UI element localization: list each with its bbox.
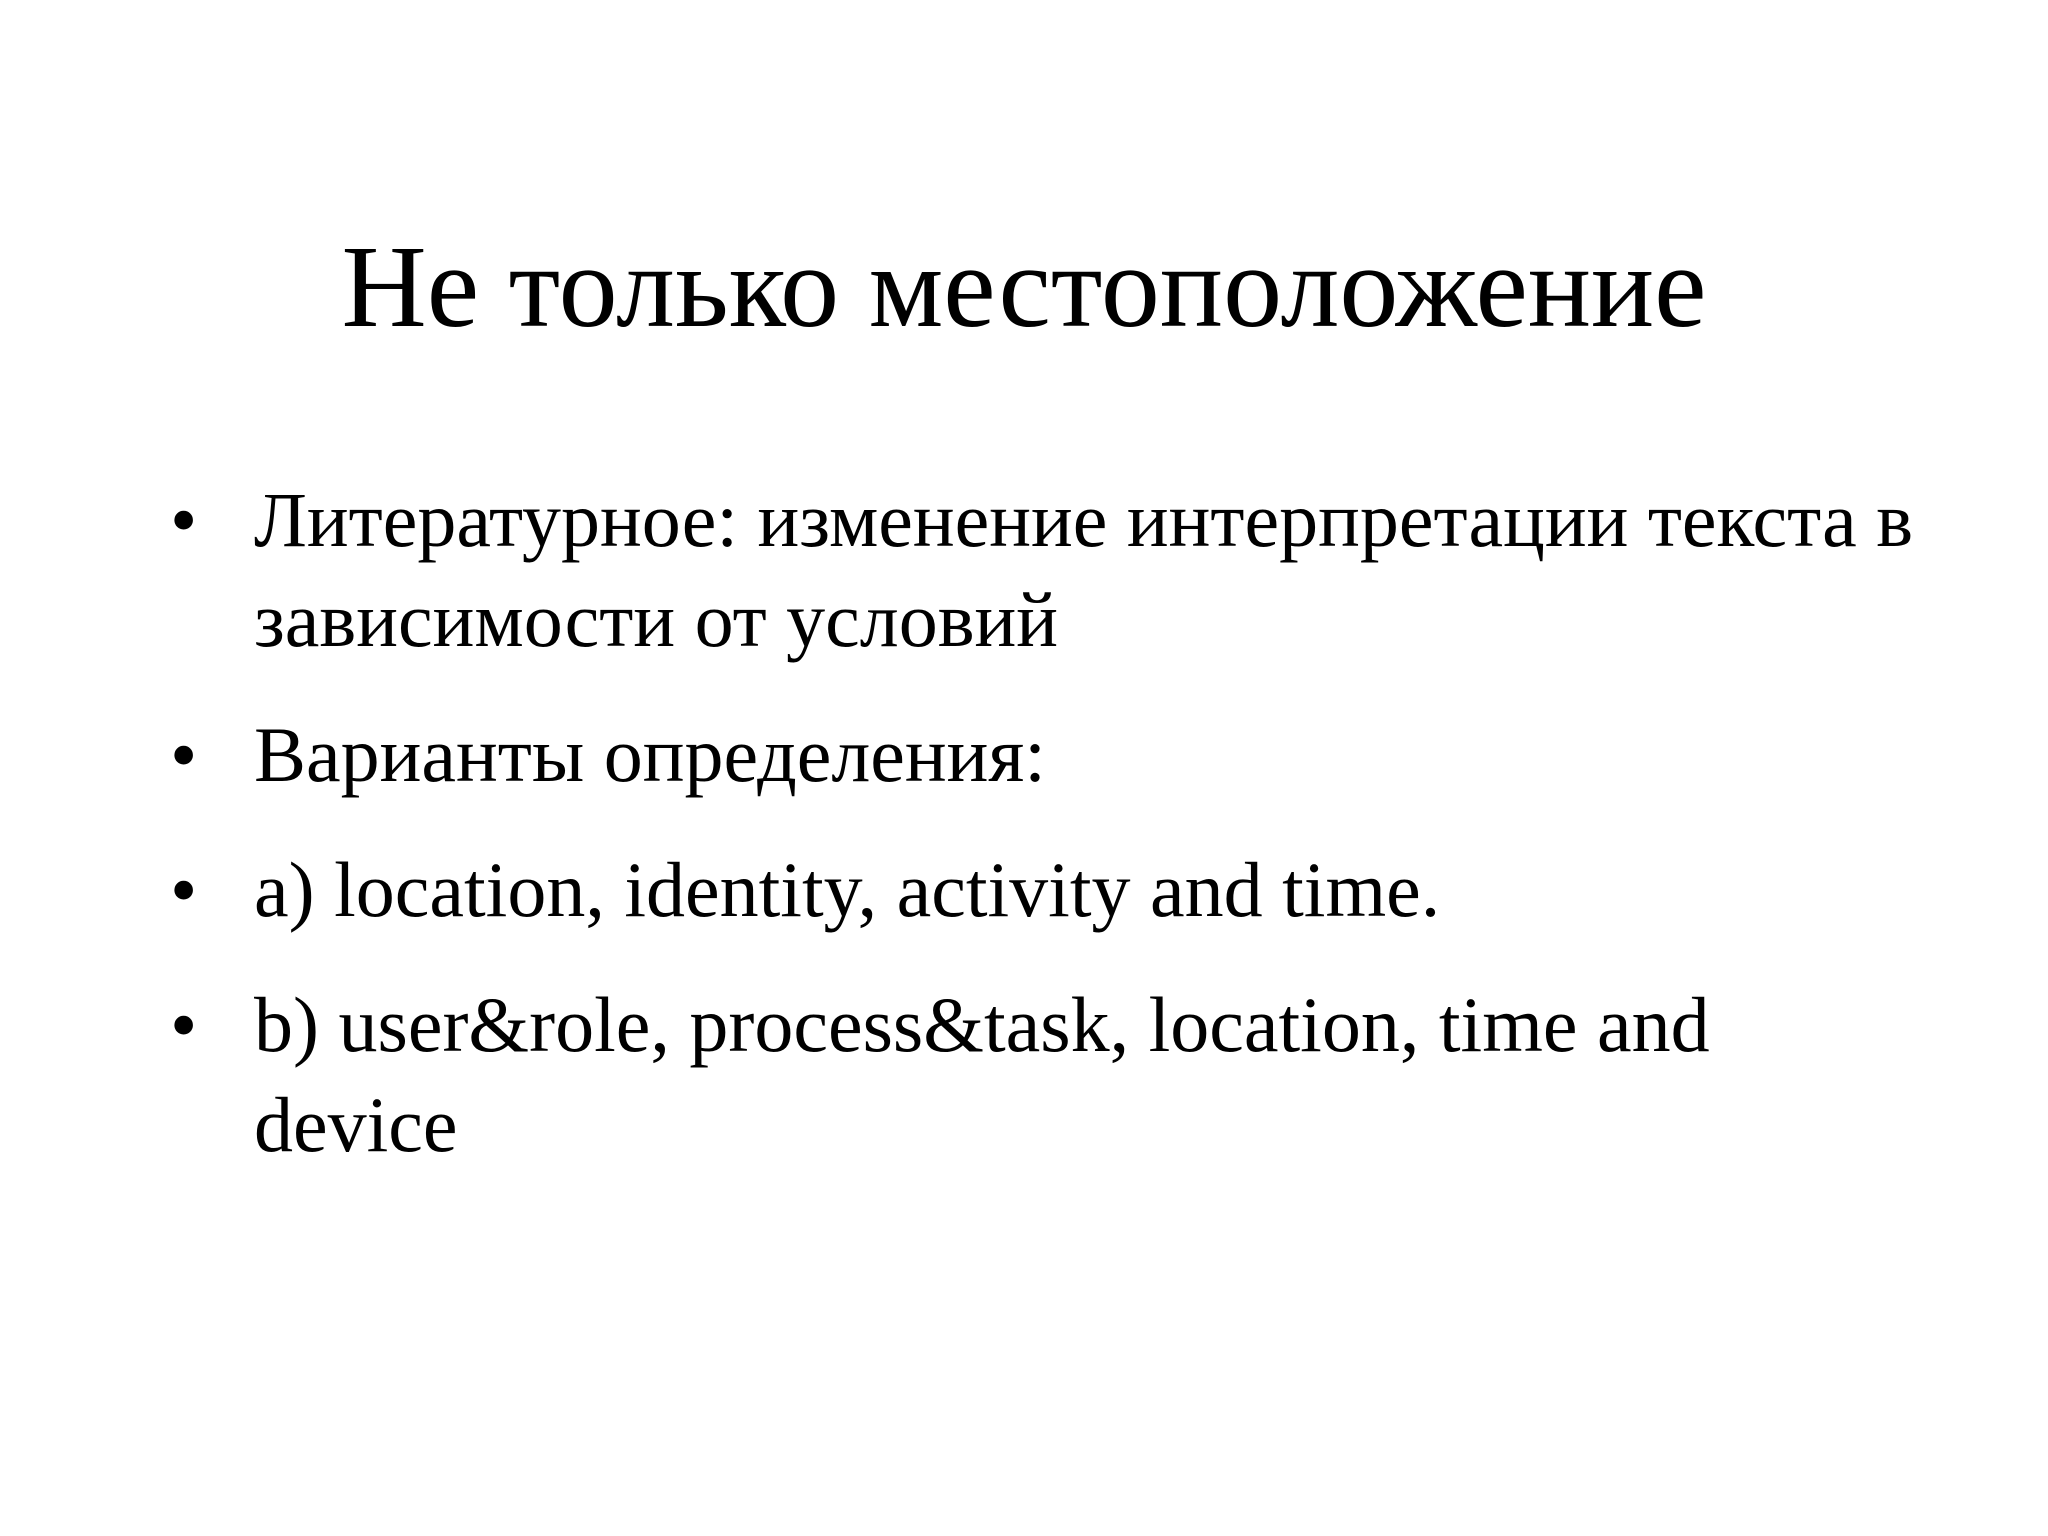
bullet-icon: • [170, 711, 198, 798]
bullet-text: b) user&role, process&task, location, time and device [254, 981, 1710, 1168]
bullet-text: Литературное: изменение интерпретации текста в зависимости от условий [254, 476, 1914, 663]
bullet-item-variant-b [170, 975, 1930, 1175]
bullet-item-literary [170, 470, 1930, 670]
bullet-text: a) location, identity, activity and time. [254, 846, 1441, 933]
bullet-item-definition-variants [170, 705, 1930, 805]
bullet-icon: • [170, 846, 198, 933]
bullet-text: Варианты определения: [254, 711, 1046, 798]
bullet-item-variant-a [170, 840, 1930, 940]
bullet-icon: • [170, 981, 198, 1068]
bullet-list [170, 470, 1930, 1210]
slide-title: Не только местоположение [341, 221, 1707, 352]
bullet-icon: • [170, 476, 198, 563]
